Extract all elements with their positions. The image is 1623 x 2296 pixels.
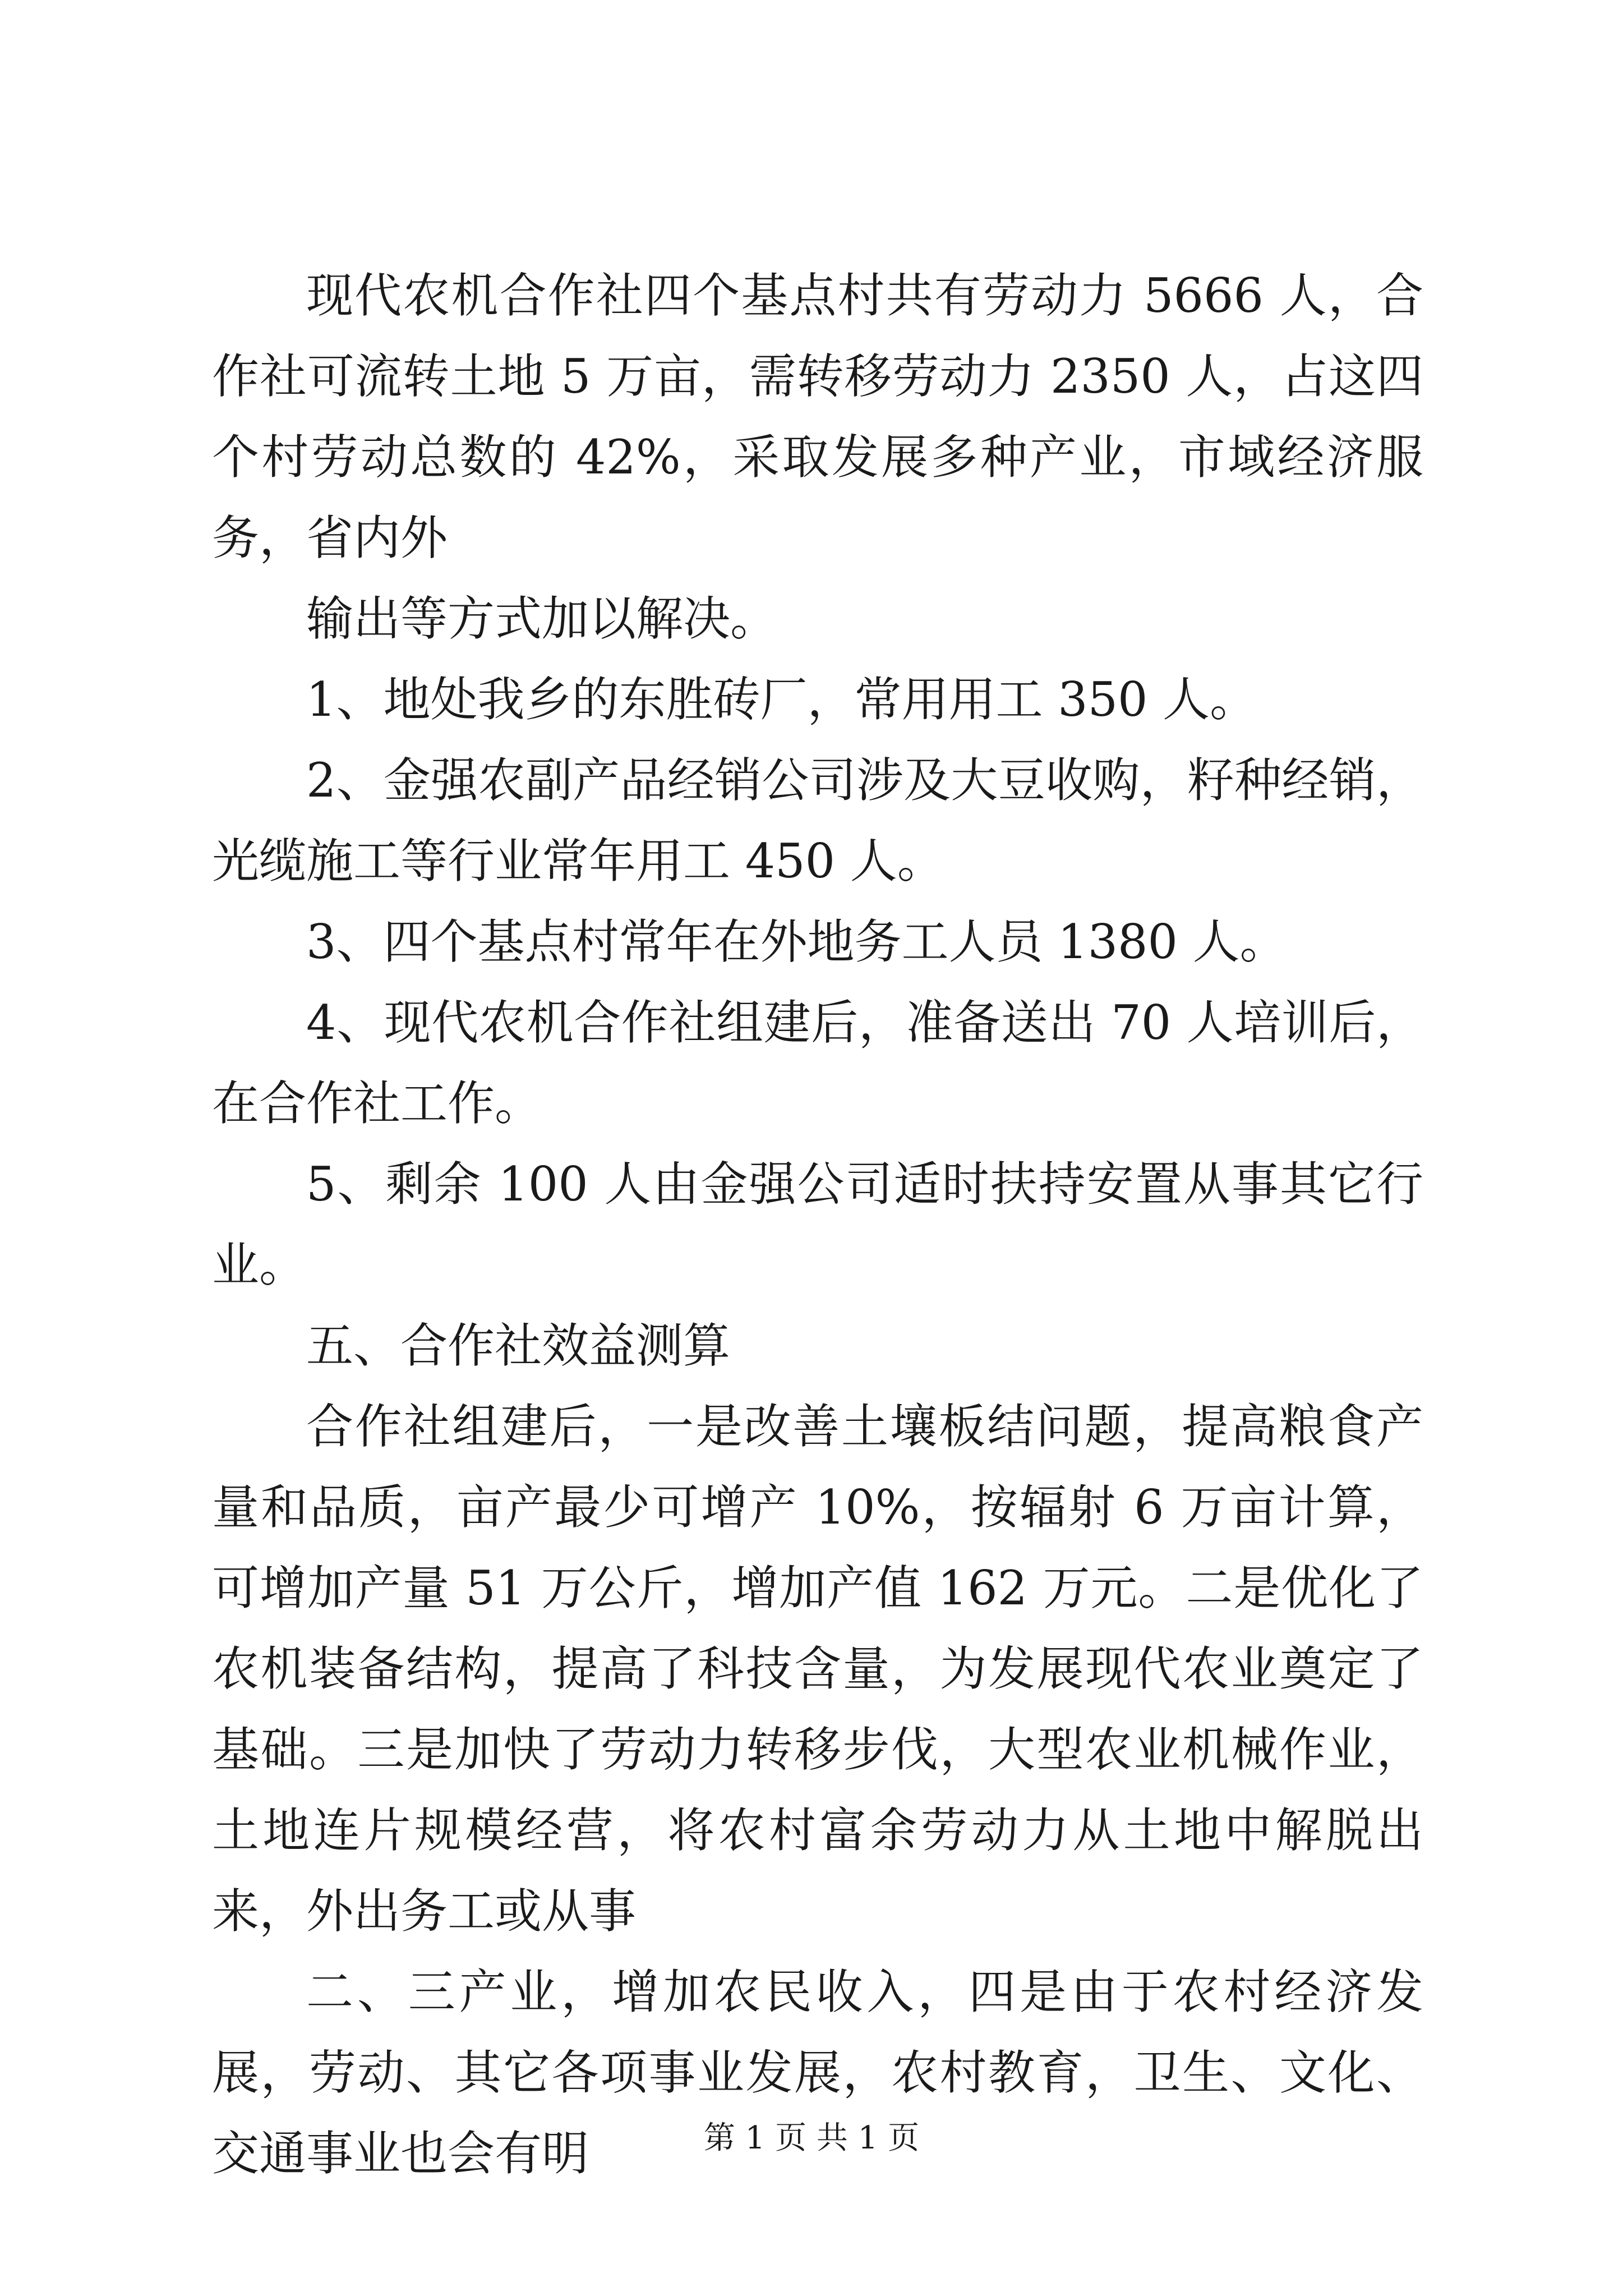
paragraph-item-2: 2、金强农副产品经销公司涉及大豆收购，籽种经销，光缆施工等行业常年用工 450 人。 [212,753,1423,889]
paragraph-item-1: 1、地处我乡的东胜砖厂，常用用工 350 人。 [306,672,1257,727]
paragraph-benefit-continued: 二、三产业，增加农民收入，四是由于农村经济发展，劳动、其它各项事业发展，农村教育，卫生、文化、交通事业也会有明 [212,1964,1423,2181]
paragraph-benefit-analysis: 合作社组建后，一是改善土壤板结问题，提高粮食产量和品质，亩产最少可增产 10%，按辐射 6 万亩计算，可增加产量 51 万公斤，增加产值 162 万元。二是优化了农机装备结构，提高了科技含量，为发展现代农业奠定了基础。三是加快了劳动力转移步伐，大型农业机械作业，土地连片规模经营，将农村富余劳动力从土地中解脱出来，外出务工或从事 [212,1399,1423,1939]
paragraph-labor-solution: 输出等方式加以解决。 [306,591,778,646]
document-body [212,255,1423,2194]
paragraph-item-5: 5、剩余 100 人由金强公司适时扶持安置从事其它行业。 [212,1157,1423,1292]
paragraph-item-4: 4、现代农机合作社组建后，准备送出 70 人培训后，在合作社工作。 [212,995,1423,1131]
page-number-footer: 第 1 页 共 1 页 [703,2120,920,2156]
paragraph-labor-overview: 现代农机合作社四个基点村共有劳动力 5666 人，合作社可流转土地 5 万亩，需转移劳动力 2350 人，占这四个村劳动总数的 42%，采取发展多种产业，市域经济服务，省内外 [212,268,1423,565]
paragraph-item-3: 3、四个基点村常年在外地务工人员 1380 人。 [306,914,1287,969]
section-heading-benefit: 五、合作社效益测算 [306,1318,731,1373]
